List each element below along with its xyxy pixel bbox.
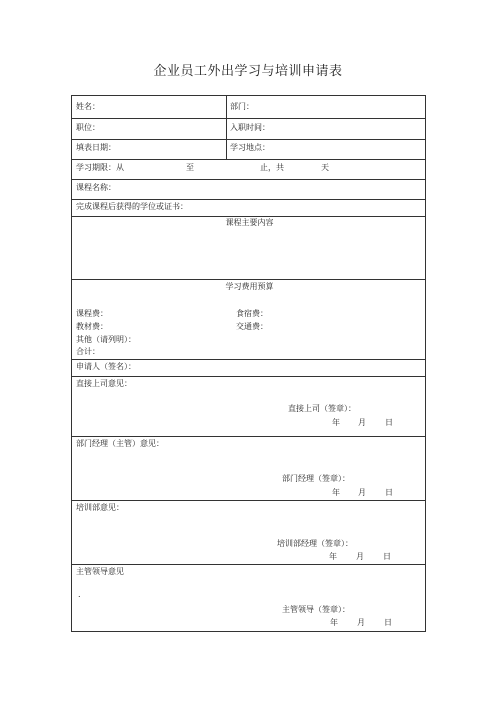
row-divider — [72, 436, 425, 437]
materials-fee-label: 教材费： — [76, 322, 108, 331]
lodging-fee-label: 食宿费： — [236, 309, 268, 318]
dept-manager-month: 月 — [358, 488, 366, 497]
supervisor-year: 年 — [332, 418, 340, 427]
row-divider — [72, 359, 425, 360]
dept-manager-signature-label: 部门经理（签章）： — [282, 474, 350, 483]
position-label: 职位： — [76, 123, 100, 132]
course-name-label: 课程名称： — [76, 183, 116, 192]
hire-date-label: 入职时间： — [230, 123, 270, 132]
dept-manager-opinion-label: 部门经理（主管）意见： — [76, 439, 164, 448]
supervisor-day: 日 — [385, 418, 393, 427]
degree-label: 完成课程后获得的学位或证书： — [76, 202, 188, 211]
training-dept-opinion-label: 培训部意见： — [76, 503, 124, 512]
training-manager-month: 月 — [356, 552, 364, 561]
department-label: 部门： — [230, 102, 254, 111]
supervisor-signature-label: 直接上司（签章）： — [288, 404, 356, 413]
dot-mark: . — [78, 590, 81, 599]
study-period-days: 天 — [321, 163, 329, 172]
training-manager-signature-label: 培训部经理（签章）： — [277, 539, 353, 548]
leader-year: 年 — [330, 618, 338, 627]
leader-day: 日 — [384, 618, 392, 627]
applicant-signature-label: 申请人（签名）： — [76, 362, 136, 371]
supervisor-opinion-label: 直接上司意见： — [76, 379, 132, 388]
study-location-label: 学习地点： — [230, 143, 270, 152]
row-divider — [72, 216, 425, 217]
row-divider — [72, 500, 425, 501]
dept-manager-day: 日 — [385, 488, 393, 497]
row-divider — [72, 279, 425, 280]
row-divider — [72, 159, 425, 160]
supervisor-month: 月 — [358, 418, 366, 427]
course-fee-label: 课程费： — [76, 309, 108, 318]
fill-date-label: 填表日期： — [76, 143, 116, 152]
leader-signature-label: 主管领导（签章）： — [282, 605, 350, 614]
study-period-label: 学习期限：从 — [76, 163, 124, 172]
row-divider — [72, 376, 425, 377]
training-manager-year: 年 — [329, 552, 337, 561]
study-period-to: 至 — [186, 163, 194, 172]
transport-fee-label: 交通费： — [236, 322, 268, 331]
row-divider — [72, 179, 425, 180]
training-manager-day: 日 — [383, 552, 391, 561]
total-fee-label: 合计： — [76, 347, 100, 356]
row-divider — [72, 199, 425, 200]
course-content-header: 课程主要内容 — [225, 218, 274, 227]
other-fee-label: 其他（请列明）： — [76, 335, 136, 344]
leader-opinion-label: 主管领导意见 — [76, 567, 124, 576]
row-divider — [72, 118, 425, 119]
leader-month: 月 — [357, 618, 365, 627]
row-divider — [72, 139, 425, 140]
application-form — [71, 95, 426, 632]
dept-manager-year: 年 — [332, 488, 340, 497]
column-divider — [226, 96, 227, 159]
name-label: 姓名： — [76, 102, 100, 111]
budget-header: 学习费用预算 — [225, 282, 274, 291]
row-divider — [72, 564, 425, 565]
page-title: 企业员工外出学习与培训申请表 — [153, 64, 343, 79]
study-period-end: 止，共 — [260, 163, 284, 172]
